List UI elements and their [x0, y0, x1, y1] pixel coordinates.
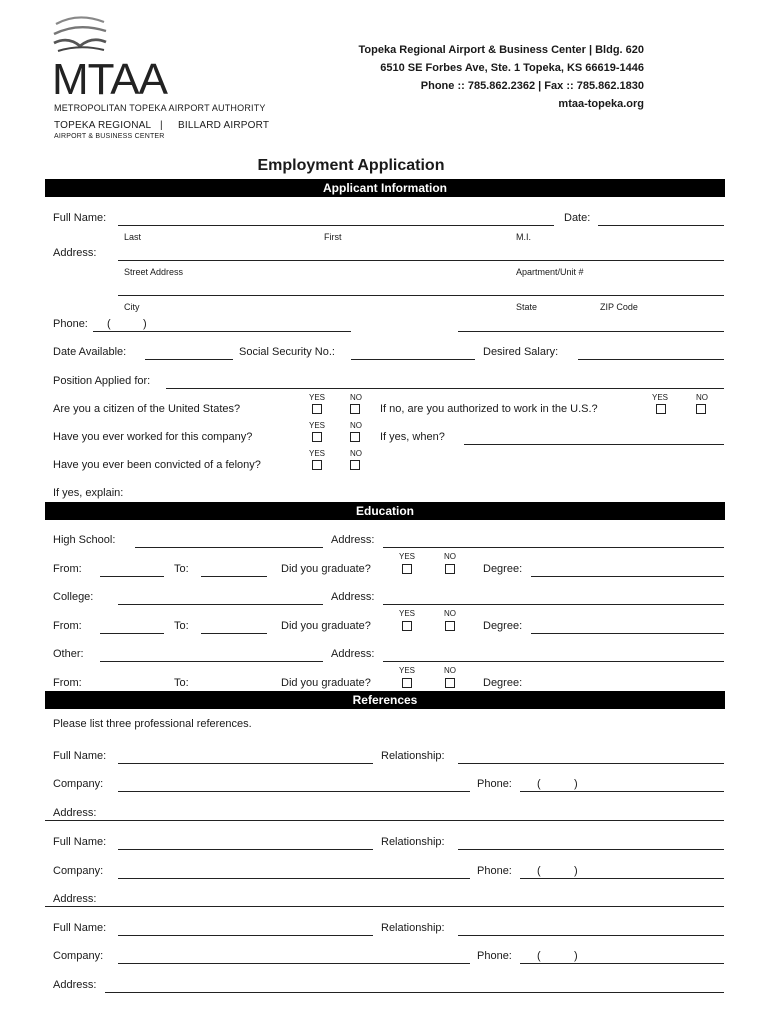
ref3-company-input[interactable]	[118, 949, 474, 963]
phone-paren-open: (	[107, 318, 111, 330]
ref1-phone-label: Phone:	[477, 778, 512, 790]
hs-grad-yes-checkbox[interactable]	[402, 564, 412, 574]
high-school-input[interactable]	[135, 533, 327, 547]
hs-to-input[interactable]	[201, 562, 271, 576]
ref3-phone-input[interactable]	[520, 949, 770, 963]
ref1-relationship-field[interactable]	[458, 763, 724, 764]
city-caption: City	[124, 302, 140, 312]
other-school-field[interactable]	[100, 661, 323, 662]
worked-yes-checkbox[interactable]	[312, 432, 322, 442]
high-school-address-field[interactable]	[383, 547, 724, 548]
ref2-relationship-input[interactable]	[458, 835, 728, 849]
citizen-no-checkbox[interactable]	[350, 404, 360, 414]
ref1-full-name-field[interactable]	[118, 763, 373, 764]
street-address-input[interactable]	[118, 246, 728, 260]
hs-from-field[interactable]	[100, 576, 164, 577]
ref1-full-name-label: Full Name:	[53, 750, 107, 762]
phone-label: Phone:	[53, 318, 88, 330]
ref2-full-name-field[interactable]	[118, 849, 373, 850]
date-field[interactable]	[598, 225, 724, 226]
street-address-field[interactable]	[118, 260, 724, 261]
hs-degree-field[interactable]	[531, 576, 724, 577]
phone-paren-close: )	[143, 318, 147, 330]
ref2-relationship-label: Relationship:	[381, 836, 445, 848]
ref3-address-field[interactable]	[105, 992, 724, 993]
worked-no-caption: NO	[350, 421, 362, 430]
hs-from-input[interactable]	[100, 562, 168, 576]
high-school-field[interactable]	[135, 547, 323, 548]
full-name-label: Full Name:	[53, 212, 107, 224]
references-intro: Please list three professional references.	[53, 718, 252, 730]
college-address-field[interactable]	[383, 604, 724, 605]
ssn-input[interactable]	[351, 345, 479, 359]
other-grad-yes-checkbox[interactable]	[402, 678, 412, 688]
ref3-full-name-field[interactable]	[118, 935, 373, 936]
section-references: References	[45, 691, 725, 709]
phone-secondary-input[interactable]	[458, 317, 728, 331]
hs-to-label: To:	[174, 563, 189, 575]
college-from-input[interactable]	[100, 619, 168, 633]
college-to-input[interactable]	[201, 619, 271, 633]
ref3-company-field[interactable]	[118, 963, 470, 964]
other-school-label: Other:	[53, 648, 84, 660]
high-school-label: High School:	[53, 534, 116, 546]
desired-salary-label: Desired Salary:	[483, 346, 559, 358]
citizen-question: Are you a citizen of the United States?	[53, 403, 241, 415]
street-address-caption: Street Address	[124, 267, 184, 277]
other-degree-label: Degree:	[483, 677, 523, 689]
ref1-address-label: Address:	[53, 807, 97, 819]
ref1-address-input[interactable]	[45, 806, 770, 820]
college-graduate-label: Did you graduate?	[281, 620, 371, 632]
state-caption: State	[516, 302, 538, 312]
desired-salary-field[interactable]	[578, 359, 724, 360]
hs-grad-yes-caption: YES	[399, 552, 416, 561]
hs-degree-label: Degree:	[483, 563, 523, 575]
ref2-paren-close: )	[574, 865, 578, 877]
hs-degree-input[interactable]	[531, 562, 728, 576]
desired-salary-input[interactable]	[578, 345, 728, 359]
college-grad-no-caption: NO	[444, 609, 456, 618]
apartment-unit-caption: Apartment/Unit #	[516, 267, 584, 277]
ref3-phone-field[interactable]	[520, 963, 724, 964]
college-grad-no-checkbox[interactable]	[445, 621, 455, 631]
other-address-label: Address:	[331, 648, 375, 660]
ref3-address-label: Address:	[53, 979, 97, 991]
worked-when-field[interactable]	[464, 444, 724, 445]
worked-no-checkbox[interactable]	[350, 432, 360, 442]
address-label: Address:	[53, 247, 97, 259]
authorized-no-checkbox[interactable]	[696, 404, 706, 414]
wings-icon	[52, 14, 108, 54]
college-field[interactable]	[118, 604, 323, 605]
other-address-input[interactable]	[383, 647, 728, 661]
college-grad-yes-checkbox[interactable]	[402, 621, 412, 631]
org-address-line2: 6510 SE Forbes Ave, Ste. 1 Topeka, KS 66619-1446	[380, 62, 644, 74]
ref2-full-name-label: Full Name:	[53, 836, 107, 848]
ref2-phone-field[interactable]	[520, 878, 724, 879]
felony-explain-label: If yes, explain:	[53, 487, 124, 499]
authorized-yes-checkbox[interactable]	[656, 404, 666, 414]
org-website: mtaa-topeka.org	[558, 98, 644, 110]
form-title: Employment Application	[257, 157, 445, 174]
org-address-line1: Topeka Regional Airport & Business Center | Bldg. 620	[358, 44, 644, 56]
other-to-label: To:	[174, 677, 189, 689]
college-address-label: Address:	[331, 591, 375, 603]
ref3-paren-open: (	[537, 950, 541, 962]
college-address-input[interactable]	[383, 590, 728, 604]
ref1-paren-close: )	[574, 778, 578, 790]
other-grad-no-checkbox[interactable]	[445, 678, 455, 688]
ref1-relationship-input[interactable]	[458, 749, 728, 763]
ref1-phone-field[interactable]	[520, 791, 724, 792]
ref2-address-input[interactable]	[45, 892, 770, 906]
ref2-company-input[interactable]	[118, 864, 474, 878]
section-applicant-information: Applicant Information	[45, 179, 725, 197]
city-state-zip-field[interactable]	[118, 295, 724, 296]
ref3-company-label: Company:	[53, 950, 104, 962]
date-label: Date:	[564, 212, 591, 224]
first-name-caption: First	[324, 232, 342, 242]
authorized-question: If no, are you authorized to work in the U.S.?	[380, 403, 598, 415]
high-school-address-label: Address:	[331, 534, 375, 546]
logo-right-name: BILLARD AIRPORT	[178, 120, 270, 131]
ref1-address-field[interactable]	[45, 820, 724, 821]
city-state-zip-input[interactable]	[118, 281, 728, 295]
ref1-company-label: Company:	[53, 778, 104, 790]
felony-question: Have you ever been convicted of a felony?	[53, 459, 261, 471]
middle-initial-caption: M.I.	[516, 232, 531, 242]
college-to-field[interactable]	[201, 633, 267, 634]
ref1-company-field[interactable]	[118, 791, 470, 792]
ref2-address-label: Address:	[53, 893, 97, 905]
logo-left-name: TOPEKA REGIONAL	[54, 120, 152, 131]
other-graduate-label: Did you graduate?	[281, 677, 371, 689]
org-phone-fax: Phone :: 785.862.2362 | Fax :: 785.862.1830	[420, 80, 644, 92]
ref1-paren-open: (	[537, 778, 541, 790]
date-available-field[interactable]	[145, 359, 233, 360]
college-grad-yes-caption: YES	[399, 609, 416, 618]
ref2-full-name-input[interactable]	[118, 835, 377, 849]
ref2-paren-open: (	[537, 865, 541, 877]
date-available-label: Date Available:	[53, 346, 127, 358]
position-field[interactable]	[166, 388, 724, 389]
ref2-address-field[interactable]	[45, 906, 724, 907]
college-from-field[interactable]	[100, 633, 164, 634]
ssn-field[interactable]	[351, 359, 475, 360]
felony-yes-caption: YES	[309, 449, 326, 458]
worked-when-input[interactable]	[464, 430, 728, 444]
ref2-company-field[interactable]	[118, 878, 470, 879]
date-available-input[interactable]	[145, 345, 237, 359]
other-from-label: From:	[53, 677, 82, 689]
phone-input[interactable]	[93, 317, 413, 331]
phone-field[interactable]	[93, 331, 351, 332]
last-name-caption: Last	[124, 232, 142, 242]
other-school-input[interactable]	[100, 647, 327, 661]
felony-yes-checkbox[interactable]	[312, 460, 322, 470]
other-grad-yes-caption: YES	[399, 666, 416, 675]
logo-divider: |	[160, 120, 163, 131]
ref3-relationship-input[interactable]	[458, 921, 728, 935]
other-address-field[interactable]	[383, 661, 724, 662]
ref1-full-name-input[interactable]	[118, 749, 377, 763]
authorized-no-caption: NO	[696, 393, 708, 402]
worked-when-label: If yes, when?	[380, 431, 445, 443]
citizen-yes-checkbox[interactable]	[312, 404, 322, 414]
ref1-relationship-label: Relationship:	[381, 750, 445, 762]
full-name-input[interactable]	[118, 211, 558, 225]
hs-to-field[interactable]	[201, 576, 267, 577]
position-input[interactable]	[166, 374, 728, 388]
zip-code-caption: ZIP Code	[600, 302, 638, 312]
citizen-yes-caption: YES	[309, 393, 326, 402]
ref2-relationship-field[interactable]	[458, 849, 724, 850]
ref3-paren-close: )	[574, 950, 578, 962]
ssn-label: Social Security No.:	[239, 346, 335, 358]
worked-yes-caption: YES	[309, 421, 326, 430]
ref2-company-label: Company:	[53, 865, 104, 877]
ref3-full-name-input[interactable]	[118, 921, 377, 935]
ref3-relationship-label: Relationship:	[381, 922, 445, 934]
college-degree-input[interactable]	[531, 619, 728, 633]
phone-secondary-field[interactable]	[458, 331, 724, 332]
college-from-label: From:	[53, 620, 82, 632]
college-to-label: To:	[174, 620, 189, 632]
ref2-phone-label: Phone:	[477, 865, 512, 877]
full-name-field[interactable]	[118, 225, 554, 226]
citizen-no-caption: NO	[350, 393, 362, 402]
section-education: Education	[45, 502, 725, 520]
felony-no-checkbox[interactable]	[350, 460, 360, 470]
college-degree-field[interactable]	[531, 633, 724, 634]
hs-from-label: From:	[53, 563, 82, 575]
ref2-phone-input[interactable]	[520, 864, 770, 878]
ref3-relationship-field[interactable]	[458, 935, 724, 936]
ref3-phone-label: Phone:	[477, 950, 512, 962]
position-label: Position Applied for:	[53, 375, 151, 387]
logo-authority: METROPOLITAN TOPEKA AIRPORT AUTHORITY	[54, 103, 266, 113]
authorized-yes-caption: YES	[652, 393, 669, 402]
logo-sub-name: AIRPORT & BUSINESS CENTER	[54, 133, 165, 140]
college-input[interactable]	[118, 590, 327, 604]
hs-grad-no-checkbox[interactable]	[445, 564, 455, 574]
ref3-full-name-label: Full Name:	[53, 922, 107, 934]
ref1-phone-input[interactable]	[520, 777, 770, 791]
date-input[interactable]	[598, 211, 728, 225]
college-label: College:	[53, 591, 94, 603]
felony-no-caption: NO	[350, 449, 362, 458]
ref3-address-input[interactable]	[105, 978, 728, 992]
logo-wordmark: MTAA	[52, 55, 167, 104]
other-grad-no-caption: NO	[444, 666, 456, 675]
hs-graduate-label: Did you graduate?	[281, 563, 371, 575]
college-degree-label: Degree:	[483, 620, 523, 632]
ref1-company-input[interactable]	[118, 777, 474, 791]
worked-question: Have you ever worked for this company?	[53, 431, 253, 443]
high-school-address-input[interactable]	[383, 533, 728, 547]
hs-grad-no-caption: NO	[444, 552, 456, 561]
